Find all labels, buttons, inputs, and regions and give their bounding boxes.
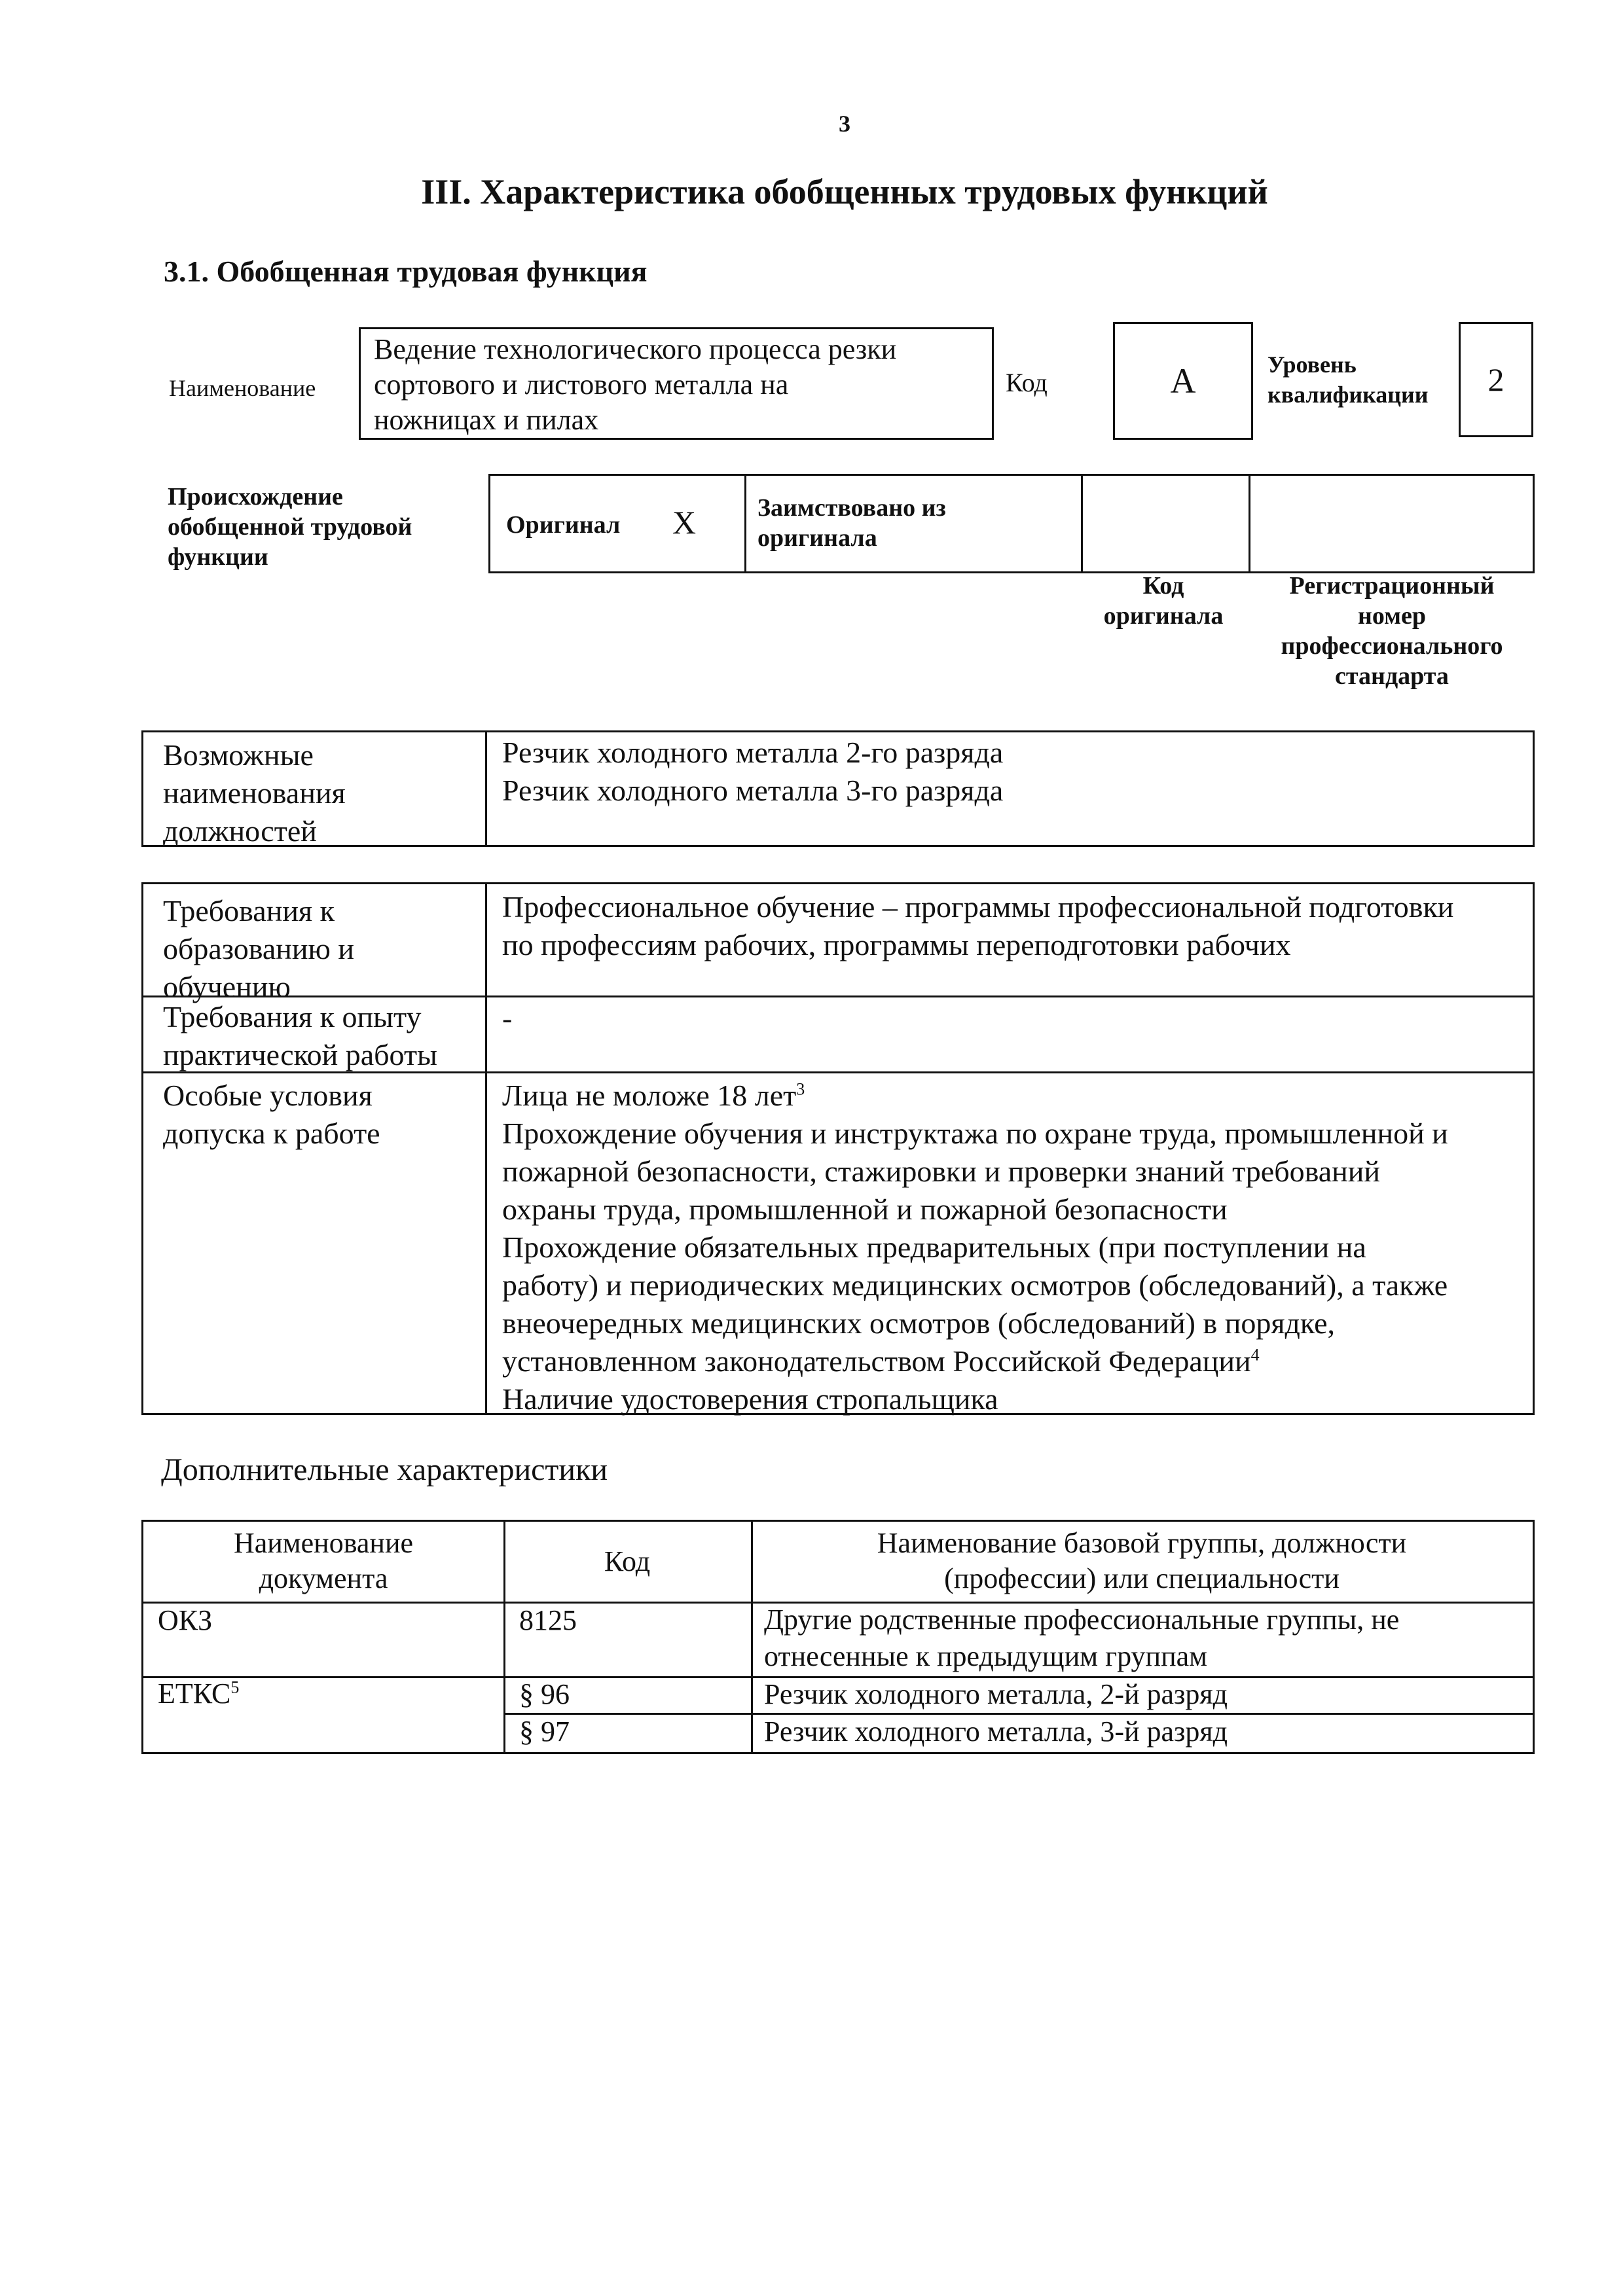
education-label <box>163 892 354 1006</box>
conditions-value <box>502 1077 1448 1418</box>
subsection-title: 3.1. Обобщенная трудовая функция <box>164 255 647 288</box>
condition-line: охраны труда, промышленной и пожарной безопасности <box>502 1193 1228 1226</box>
footnote-3: 3 <box>796 1079 805 1099</box>
original-mark: Х <box>672 504 697 541</box>
label-line: допуска к работе <box>163 1117 380 1150</box>
row-name <box>764 1602 1399 1675</box>
positions-values <box>502 734 1003 810</box>
origin-table <box>488 474 1535 573</box>
name-line: Другие родственные профессиональные группы, не <box>764 1604 1400 1636</box>
borrowed-label <box>757 493 946 553</box>
code-value-box <box>1113 322 1253 440</box>
name-value-box <box>359 327 994 440</box>
original-label: Оригинал <box>506 511 621 539</box>
row-code: § 96 <box>519 1678 570 1710</box>
name-line: отнесенные к предыдущим группам <box>764 1640 1208 1672</box>
origin-label-line: функции <box>168 543 268 571</box>
name-value-line: Ведение технологического процесса резки <box>374 333 897 365</box>
origin-label-line: Происхождение <box>168 483 343 511</box>
position-item: Резчик холодного металла 2-го разряда <box>502 736 1004 769</box>
level-value-box <box>1459 322 1533 437</box>
page-number: 3 <box>839 111 850 137</box>
experience-label <box>163 998 437 1074</box>
col-header-name <box>751 1526 1533 1596</box>
caption-line: стандарта <box>1335 662 1449 690</box>
footnote-5: 5 <box>230 1677 240 1697</box>
label-line: должностей <box>163 814 317 848</box>
borrowed-label-line: оригинала <box>757 524 877 552</box>
condition-line: внеочередных медицинских осмотров (обследований) в порядке, <box>502 1306 1336 1340</box>
row-name: Резчик холодного металла, 2-й разряд <box>764 1678 1228 1710</box>
label-line: практической работы <box>163 1038 437 1071</box>
reg-number-caption <box>1254 571 1529 691</box>
condition-line: Прохождение обязательных предварительных (при поступлении на <box>502 1230 1366 1264</box>
label-line: Особые условия <box>163 1079 373 1112</box>
experience-value: - <box>502 1001 513 1035</box>
row-code: 8125 <box>519 1604 577 1636</box>
code-original-caption <box>1082 571 1245 631</box>
name-value-line: сортового и листового металла на <box>374 368 789 401</box>
header-line: Наименование <box>233 1527 414 1559</box>
name-label: Наименование <box>169 375 316 401</box>
col-header-code: Код <box>604 1545 651 1577</box>
origin-label <box>168 482 412 572</box>
level-value: 2 <box>1487 361 1504 398</box>
condition-line: Наличие удостоверения стропальщика <box>502 1382 998 1416</box>
label-line: обучению <box>163 970 291 1003</box>
label-line: Требования к опыту <box>163 1000 422 1033</box>
additional-title: Дополнительные характеристики <box>161 1452 608 1487</box>
condition-line: Лица не моложе 18 лет$^3$ <box>502 1079 805 1112</box>
label-line: Возможные <box>163 738 314 772</box>
conditions-label <box>163 1077 380 1153</box>
caption-line: оригинала <box>1103 602 1224 630</box>
label-line: наименования <box>163 776 346 810</box>
label-line: образованию и <box>163 932 354 965</box>
level-label-line: квалификации <box>1267 382 1429 408</box>
row-doc: ЕТКС$^5$ <box>158 1677 240 1710</box>
section-title: III. Характеристика обобщенных трудовых функций <box>421 172 1268 211</box>
header-line: (профессии) или специальности <box>944 1562 1340 1594</box>
condition-line: установленном законодательством Российской Федерации$^4$ <box>502 1344 1260 1378</box>
additional-table <box>141 1520 1535 1754</box>
code-value: А <box>1170 361 1196 401</box>
position-item: Резчик холодного металла 3-го разряда <box>502 774 1004 807</box>
header-line: Наименование базовой группы, должности <box>877 1527 1407 1559</box>
row-code: § 97 <box>519 1715 570 1748</box>
code-label: Код <box>1006 368 1048 397</box>
row-name: Резчик холодного металла, 3-й разряд <box>764 1715 1228 1748</box>
footnote-4: 4 <box>1250 1345 1260 1365</box>
level-label <box>1267 350 1429 410</box>
col-header-document <box>143 1526 503 1596</box>
label-line: Требования к <box>163 894 335 927</box>
condition-line: Прохождение обучения и инструктажа по охране труда, промышленной и <box>502 1117 1448 1150</box>
level-label-line: Уровень <box>1267 351 1357 378</box>
condition-line: работу) и периодических медицинских осмотров (обследований), а также <box>502 1268 1448 1302</box>
requirements-table <box>141 882 1535 1415</box>
caption-line: Регистрационный <box>1289 572 1495 600</box>
row-doc: ОКЗ <box>158 1604 213 1636</box>
caption-line: Код <box>1142 572 1184 600</box>
borrowed-label-line: Заимствовано из <box>757 494 946 522</box>
origin-label-line: обобщенной трудовой <box>168 513 412 541</box>
header-line: документа <box>259 1562 388 1594</box>
caption-line: профессионального <box>1281 632 1503 660</box>
condition-line: пожарной безопасности, стажировки и проверки знаний требований <box>502 1155 1381 1188</box>
education-value <box>502 888 1453 964</box>
caption-line: номер <box>1357 602 1427 630</box>
value-line: Профессиональное обучение – программы профессиональной подготовки <box>502 890 1454 924</box>
positions-label <box>163 736 346 850</box>
positions-table <box>141 730 1535 847</box>
name-value-line: ножницах и пилах <box>374 404 599 436</box>
value-line: по профессиям рабочих, программы переподготовки рабочих <box>502 928 1291 961</box>
